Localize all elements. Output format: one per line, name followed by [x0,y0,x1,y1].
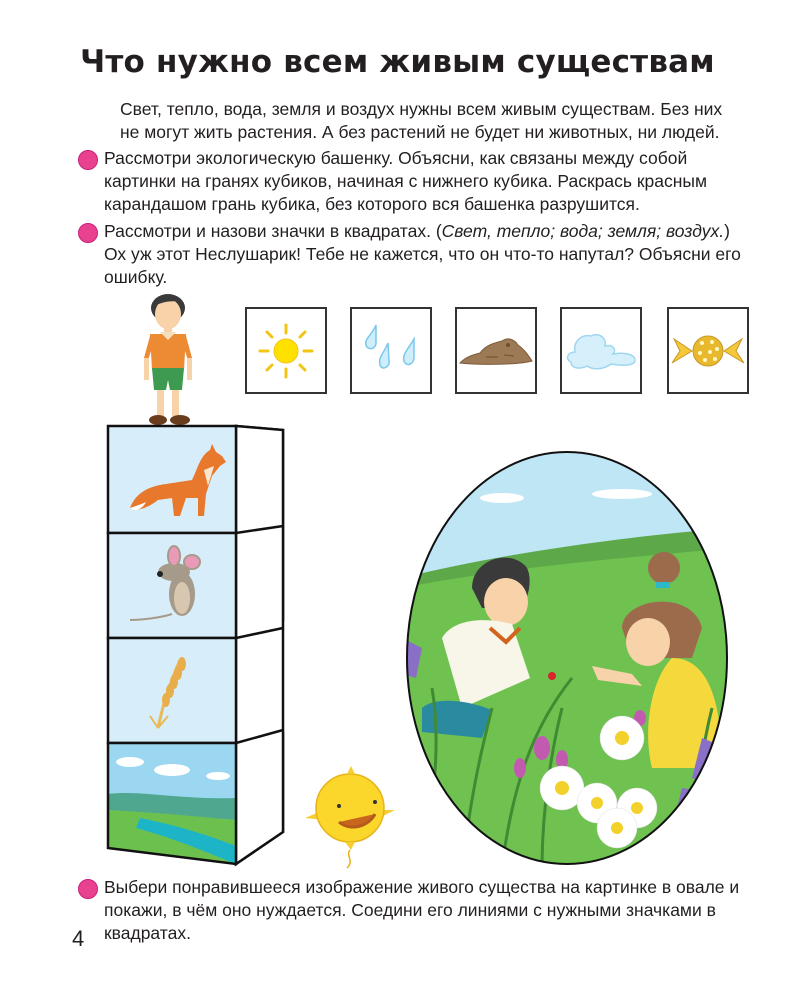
task-3-text: Выбери понравившееся изображение живого существа на картинке в овале и покажи, в чём оно нуждается. Соедини его линиями с нужными значками в квадратах. [104,877,740,943]
ecological-tower [100,280,300,885]
cube-wheat[interactable] [108,638,236,743]
task-2-text: Рассмотри и назови значки в квадратах. (Свет, тепло; вода; земля; воздух.) Ох уж этот Неслушарик! Тебе не кажется, что он что-то напутал? Объясни его ошибку. [104,221,741,287]
task-2-italic: Свет, тепло; вода; земля; воздух. [441,221,725,241]
candy-icon [670,329,746,373]
water-drops-icon [356,321,426,381]
cube-landscape[interactable] [108,743,236,864]
page-title: Что нужно всем живым существам [80,44,715,80]
task-2 [78,220,750,289]
square-candy[interactable] [667,307,749,394]
square-air[interactable] [560,307,642,394]
intro-paragraph: Свет, тепло, вода, земля и воздух нужны всем живым существам. Без них не могут жить растения. А без растений не будет ни животных, ни людей. [120,99,723,142]
bullet-icon [78,223,98,243]
neslusharik-balloon [295,760,405,875]
task-1 [78,147,750,216]
page-number: 4 [72,926,85,951]
boy-figure [144,294,192,425]
cloud-icon [563,326,639,376]
square-soil[interactable] [455,307,537,394]
task-1-text: Рассмотри экологическую башенку. Объясни, как связаны между собой картинки на гранях кубиков, начиная с нижнего кубика. Раскрась красным карандашом грань кубика, без которого вся башенка разрушится. [104,148,707,214]
bullet-icon [78,879,98,899]
cube-fox[interactable] [108,426,236,533]
soil-pile-icon [458,331,534,371]
meadow-oval-scene[interactable] [402,448,732,873]
square-water[interactable] [350,307,432,394]
bullet-icon [78,150,98,170]
task-3 [78,876,750,945]
cube-mouse[interactable] [108,533,236,638]
